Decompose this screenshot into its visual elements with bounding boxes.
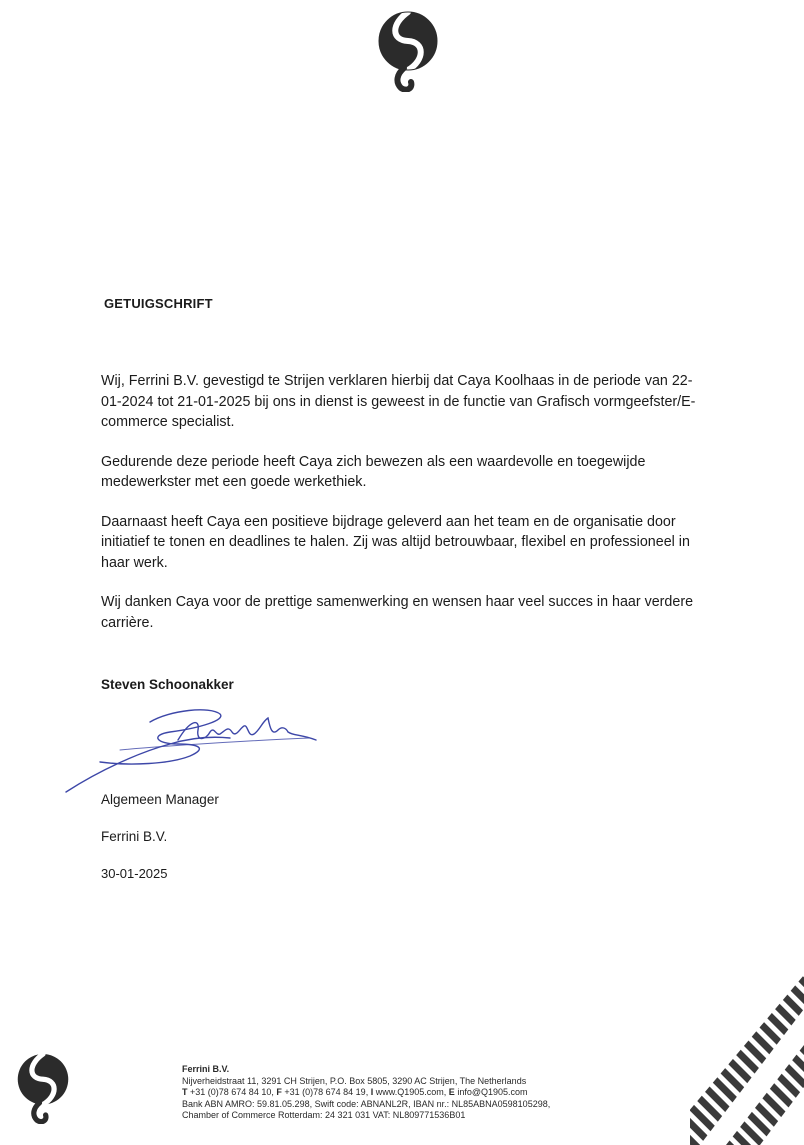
footer-web-label: I bbox=[370, 1087, 374, 1098]
footer-fax: +31 (0)78 674 84 19, bbox=[284, 1087, 369, 1098]
footer-phone-label: T bbox=[182, 1087, 188, 1098]
footer-fax-label: F bbox=[276, 1087, 282, 1098]
footer-contact bbox=[182, 1087, 550, 1099]
company-name: Ferrini B.V. bbox=[101, 829, 168, 844]
footer-address: Nijverheidstraat 11, 3291 CH Strijen, P.O. Box 5805, 3290 AC Strijen, The Netherlands bbox=[182, 1075, 527, 1086]
signature-icon bbox=[60, 700, 350, 800]
paragraph-closing: Wij danken Caya voor de prettige samenwerking en wensen haar veel succes in haar verdere carrière. bbox=[101, 594, 694, 631]
footer-email: info@Q1905.com bbox=[457, 1087, 528, 1098]
footer-web: www.Q1905.com, bbox=[375, 1087, 447, 1098]
paragraph-employment: Wij, Ferrini B.V. gevestigd te Strijen verklaren hierbij dat Caya Koolhaas in de periode van 22-01-2024 tot 21-01-2025 bij ons in dienst is geweest in de functie van Grafisch vormgeefster/E-commerce specialist. bbox=[101, 373, 696, 430]
footer-company: Ferrini B.V. bbox=[182, 1064, 230, 1074]
footer-phone: +31 (0)78 674 84 10, bbox=[190, 1087, 274, 1098]
q1905-logo-icon bbox=[16, 1052, 70, 1124]
footer-coc: Chamber of Commerce Rotterdam: 24 321 031 VAT: NL809771536B01 bbox=[182, 1110, 466, 1121]
diagonal-stripes-icon bbox=[690, 975, 804, 1145]
q1905-logo-icon bbox=[377, 10, 439, 92]
letter-date: 30-01-2025 bbox=[101, 866, 168, 881]
letter-footer bbox=[182, 1064, 550, 1122]
signer-role: Algemeen Manager bbox=[101, 792, 219, 807]
letter-body bbox=[101, 371, 701, 652]
footer-email-label: E bbox=[448, 1087, 455, 1098]
signer-name: Steven Schoonakker bbox=[101, 677, 234, 692]
paragraph-qualities: Gedurende deze periode heeft Caya zich bewezen als een waardevolle en toegewijde medewerkster met een goede werkethiek. bbox=[101, 453, 646, 490]
footer-bank: Bank ABN AMRO: 59.81.05.298, Swift code: ABNANL2R, IBAN nr.: NL85ABNA0598105298, bbox=[182, 1098, 551, 1109]
paragraph-contribution: Daarnaast heeft Caya een positieve bijdrage geleverd aan het team en de organisatie door initiatief te tonen en deadlines te halen. Zij was altijd betrouwbaar, flexibel en professioneel in haar werk. bbox=[101, 513, 690, 571]
document-title: GETUIGSCHRIFT bbox=[104, 296, 213, 311]
